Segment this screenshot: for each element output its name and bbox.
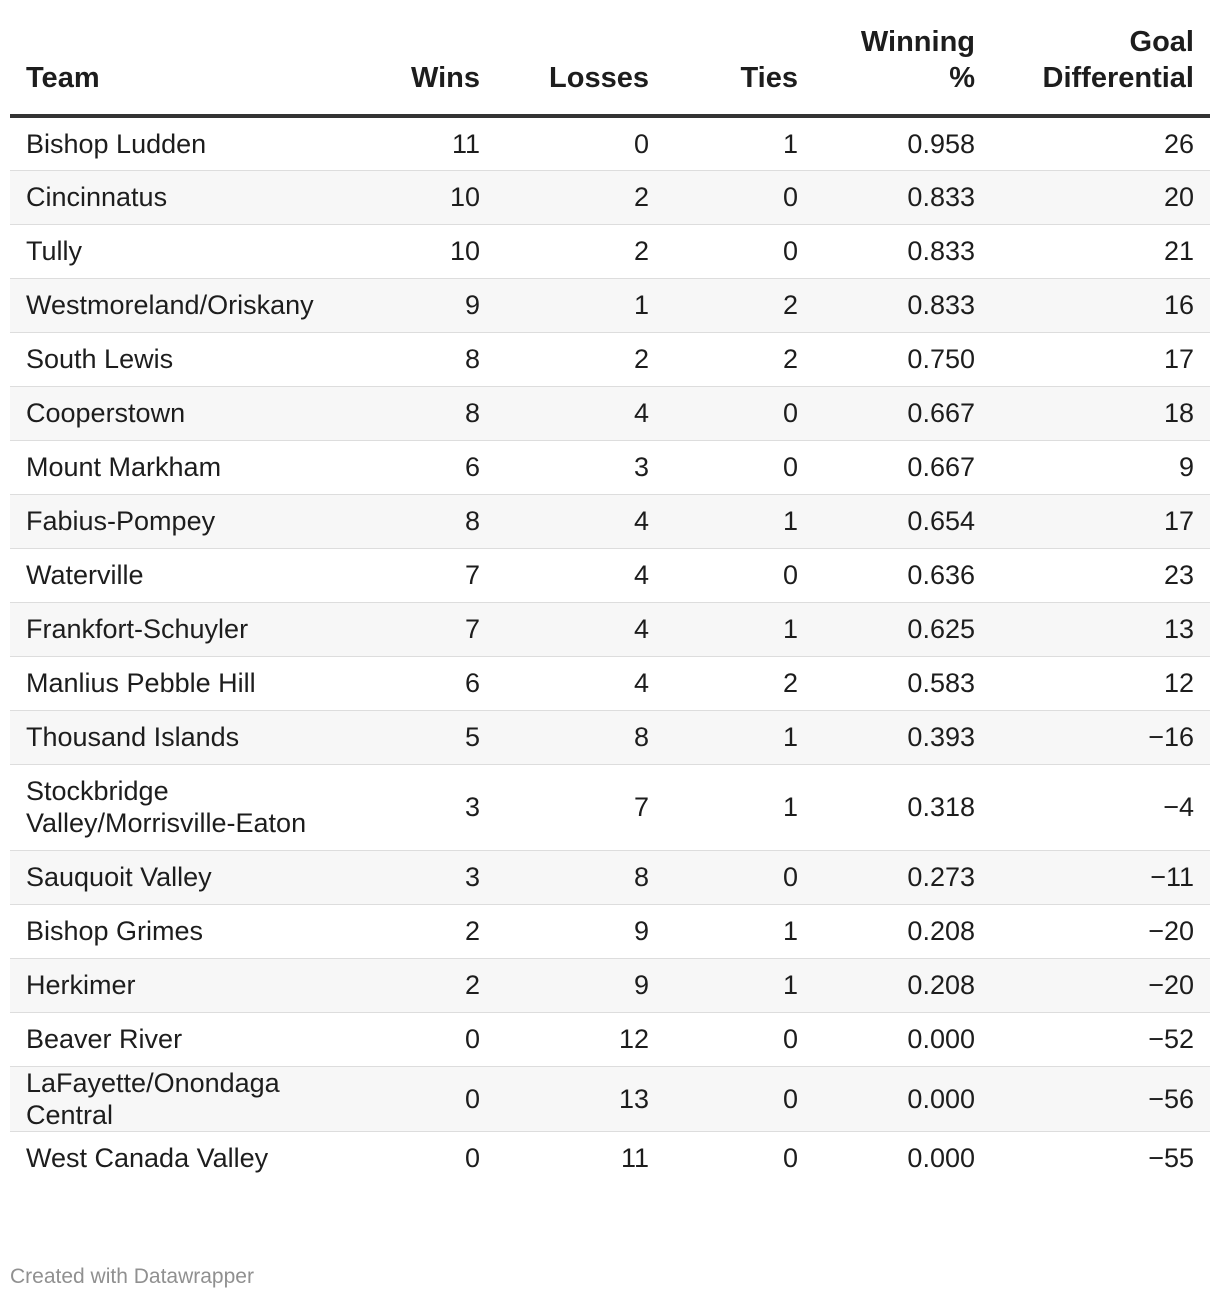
table-row bbox=[10, 764, 1210, 850]
cell-ties: 2 bbox=[665, 278, 814, 332]
cell-goal-differential: 17 bbox=[991, 332, 1210, 386]
cell-wins: 6 bbox=[356, 440, 496, 494]
cell-wins: 0 bbox=[464, 1143, 480, 1174]
cell-wins: 8 bbox=[356, 494, 496, 548]
table-row bbox=[10, 278, 1210, 332]
table-row bbox=[10, 440, 1210, 494]
cell-wins: 2 bbox=[356, 904, 496, 958]
cell-losses: 2 bbox=[496, 332, 665, 386]
table-row bbox=[10, 386, 1210, 440]
cell-wins: 2 bbox=[356, 958, 496, 1012]
cell-ties: 1 bbox=[665, 904, 814, 958]
table-row bbox=[10, 548, 1210, 602]
cell-goal-differential: 21 bbox=[991, 224, 1210, 278]
cell-winning-pct: 0.208 bbox=[814, 958, 991, 1012]
cell-ties: 0 bbox=[665, 170, 814, 224]
cell-ties: 0 bbox=[782, 1143, 798, 1174]
cell-winning-pct: 0.318 bbox=[814, 764, 991, 850]
cell-team: Fabius-Pompey bbox=[10, 494, 356, 548]
cell-goal-differential: −11 bbox=[991, 850, 1210, 904]
cell-ties: 0 bbox=[665, 548, 814, 602]
cell-wins: 3 bbox=[356, 850, 496, 904]
cell-ties: 0 bbox=[665, 440, 814, 494]
cell-team: Frankfort-Schuyler bbox=[10, 602, 356, 656]
cell-winning-pct: 0.000 bbox=[814, 1012, 991, 1066]
cell-ties: 0 bbox=[665, 386, 814, 440]
table-row bbox=[10, 1066, 1210, 1131]
cell-losses: 8 bbox=[496, 850, 665, 904]
cell-ties: 2 bbox=[665, 332, 814, 386]
cell-winning-pct: 0.833 bbox=[814, 170, 991, 224]
cell-winning-pct: 0.654 bbox=[814, 494, 991, 548]
cell-team: Manlius Pebble Hill bbox=[10, 656, 356, 710]
cell-wins: 0 bbox=[356, 1066, 496, 1131]
cell-team: Waterville bbox=[10, 548, 356, 602]
cell-goal-differential: 16 bbox=[991, 278, 1210, 332]
cell-ties: 0 bbox=[665, 1066, 814, 1131]
cell-wins: 6 bbox=[356, 656, 496, 710]
table-row bbox=[10, 850, 1210, 904]
cell-ties: 0 bbox=[665, 850, 814, 904]
cell-wins: 7 bbox=[356, 602, 496, 656]
cell-wins: 9 bbox=[356, 278, 496, 332]
cell-team: Stockbridge Valley/Morrisville-Eaton bbox=[10, 764, 356, 850]
cell-team: West Canada Valley bbox=[26, 1143, 269, 1174]
cell-winning-pct: 0.583 bbox=[814, 656, 991, 710]
cell-team: South Lewis bbox=[10, 332, 356, 386]
cell-winning-pct: 0.667 bbox=[814, 386, 991, 440]
cell-goal-differential: 17 bbox=[991, 494, 1210, 548]
cell-team: Bishop Grimes bbox=[10, 904, 356, 958]
cell-ties: 1 bbox=[665, 116, 814, 170]
cell-winning-pct: 0.750 bbox=[814, 332, 991, 386]
column-header-losses: Losses bbox=[496, 0, 665, 116]
table-row bbox=[10, 494, 1210, 548]
cell-team: Beaver River bbox=[10, 1012, 356, 1066]
cell-losses: 4 bbox=[496, 602, 665, 656]
cell-wins: 8 bbox=[356, 332, 496, 386]
table-row bbox=[10, 224, 1210, 278]
cell-wins: 10 bbox=[356, 224, 496, 278]
cell-team: Tully bbox=[10, 224, 356, 278]
cell-goal-differential: 12 bbox=[991, 656, 1210, 710]
cell-team: Thousand Islands bbox=[10, 710, 356, 764]
cell-wins: 5 bbox=[356, 710, 496, 764]
cell-losses: 13 bbox=[496, 1066, 665, 1131]
cell-losses: 2 bbox=[496, 170, 665, 224]
cell-goal-differential: 26 bbox=[991, 116, 1210, 170]
cell-goal-differential: −4 bbox=[991, 764, 1210, 850]
cell-wins: 8 bbox=[356, 386, 496, 440]
cell-goal-differential: 9 bbox=[991, 440, 1210, 494]
column-header-winning-pct: Winning % bbox=[814, 0, 991, 116]
cell-losses: 1 bbox=[496, 278, 665, 332]
cell-goal-differential: −55 bbox=[1148, 1143, 1194, 1174]
cell-team: Westmoreland/Oriskany bbox=[10, 278, 356, 332]
cell-losses: 4 bbox=[496, 548, 665, 602]
column-header-wins: Wins bbox=[356, 0, 496, 116]
cell-wins: 10 bbox=[356, 170, 496, 224]
table-row bbox=[10, 656, 1210, 710]
cell-ties: 1 bbox=[665, 958, 814, 1012]
cell-ties: 0 bbox=[665, 224, 814, 278]
cell-goal-differential: 20 bbox=[991, 170, 1210, 224]
cell-team: Cooperstown bbox=[10, 386, 356, 440]
table-row bbox=[10, 904, 1210, 958]
cell-losses: 4 bbox=[496, 656, 665, 710]
cell-losses: 3 bbox=[496, 440, 665, 494]
column-header-team: Team bbox=[10, 0, 356, 116]
cell-winning-pct: 0.636 bbox=[814, 548, 991, 602]
cell-losses: 2 bbox=[496, 224, 665, 278]
cell-goal-differential: −52 bbox=[991, 1012, 1210, 1066]
table-row bbox=[10, 332, 1210, 386]
cell-winning-pct: 0.958 bbox=[814, 116, 991, 170]
cell-losses: 9 bbox=[496, 904, 665, 958]
table-row bbox=[10, 1012, 1210, 1066]
cell-losses: 8 bbox=[496, 710, 665, 764]
cell-losses: 0 bbox=[496, 116, 665, 170]
cell-goal-differential: −16 bbox=[991, 710, 1210, 764]
cell-wins: 0 bbox=[356, 1012, 496, 1066]
cell-ties: 0 bbox=[665, 1012, 814, 1066]
table-body bbox=[10, 116, 1210, 1185]
table-row bbox=[10, 116, 1210, 170]
table-row bbox=[10, 710, 1210, 764]
cell-winning-pct: 0.208 bbox=[814, 904, 991, 958]
cell-losses: 11 bbox=[620, 1143, 649, 1174]
column-header-ties: Ties bbox=[665, 0, 814, 116]
datawrapper-credit: Created with Datawrapper bbox=[10, 1265, 254, 1288]
standings-table-container bbox=[10, 0, 1210, 1185]
cell-goal-differential: 13 bbox=[991, 602, 1210, 656]
cell-winning-pct: 0.833 bbox=[814, 224, 991, 278]
cell-winning-pct: 0.000 bbox=[907, 1143, 975, 1174]
cell-winning-pct: 0.667 bbox=[814, 440, 991, 494]
cell-losses: 9 bbox=[496, 958, 665, 1012]
cell-losses: 12 bbox=[496, 1012, 665, 1066]
cell-wins: 11 bbox=[356, 116, 496, 170]
cell-team: Sauquoit Valley bbox=[10, 850, 356, 904]
cell-winning-pct: 0.000 bbox=[814, 1066, 991, 1131]
cell-ties: 1 bbox=[665, 710, 814, 764]
table-row bbox=[10, 1131, 1210, 1185]
cell-losses: 4 bbox=[496, 494, 665, 548]
column-header-goal-differential: Goal Differential bbox=[991, 0, 1210, 116]
cell-losses: 4 bbox=[496, 386, 665, 440]
cell-winning-pct: 0.393 bbox=[814, 710, 991, 764]
cell-goal-differential: −20 bbox=[991, 904, 1210, 958]
table-header-row bbox=[10, 0, 1210, 116]
cell-winning-pct: 0.833 bbox=[814, 278, 991, 332]
cell-team: Mount Markham bbox=[10, 440, 356, 494]
cell-goal-differential: −20 bbox=[991, 958, 1210, 1012]
cell-wins: 3 bbox=[356, 764, 496, 850]
standings-table bbox=[10, 0, 1210, 1185]
cell-team: LaFayette/Onondaga Central bbox=[10, 1066, 356, 1131]
cell-wins: 7 bbox=[356, 548, 496, 602]
cell-goal-differential: 23 bbox=[991, 548, 1210, 602]
cell-team: Cincinnatus bbox=[10, 170, 356, 224]
cell-winning-pct: 0.625 bbox=[814, 602, 991, 656]
cell-goal-differential: 18 bbox=[991, 386, 1210, 440]
cell-goal-differential: −56 bbox=[991, 1066, 1210, 1131]
cell-ties: 1 bbox=[665, 494, 814, 548]
cell-team: Bishop Ludden bbox=[10, 116, 356, 170]
cell-winning-pct: 0.273 bbox=[814, 850, 991, 904]
cell-losses: 7 bbox=[496, 764, 665, 850]
cell-team: Herkimer bbox=[10, 958, 356, 1012]
table-row bbox=[10, 958, 1210, 1012]
cell-ties: 2 bbox=[665, 656, 814, 710]
table-row bbox=[10, 170, 1210, 224]
cell-ties: 1 bbox=[665, 764, 814, 850]
table-row bbox=[10, 602, 1210, 656]
cell-ties: 1 bbox=[665, 602, 814, 656]
